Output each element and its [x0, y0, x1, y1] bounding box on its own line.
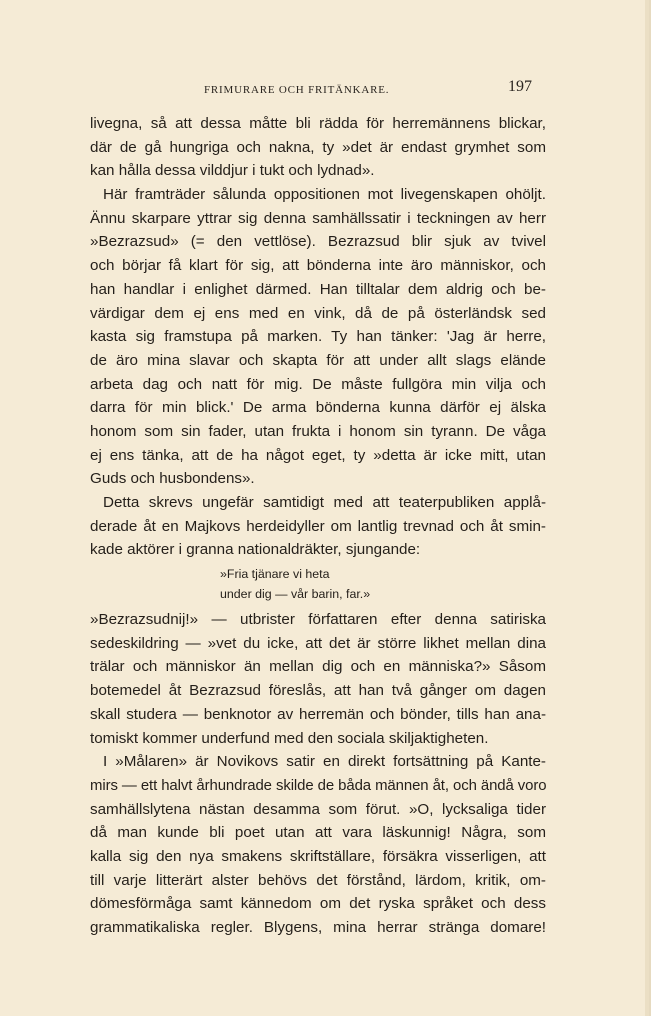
text-line: ej ens tänka, att de ha något eget, ty »detta är icke mitt, utan: [90, 446, 546, 464]
paragraph-block-after-verse: [90, 608, 546, 940]
text-line: då man kunde bli poet utan att vara läskunnig! Några, som: [90, 824, 546, 842]
text-line: Här framträder sålunda oppositionen mot livegenskapen ohöljt.: [103, 186, 546, 204]
text-line: grammatikaliska regler. Blygens, mina herrar stränga domare!: [90, 919, 546, 936]
verse-quote: [90, 564, 546, 604]
text-line: Ännu skarpare yttrar sig denna samhällssatir i teckningen av herr: [90, 209, 546, 227]
paragraph-block-before-verse: [90, 112, 546, 562]
text-line: »Bezrazsudnij!» — utbrister författaren efter denna satiriska: [90, 611, 546, 629]
text-line: de äro mina slavar och skapta för att under allt slags elände: [90, 351, 546, 369]
text-line: Guds och husbondens».: [90, 470, 255, 488]
text-line: kan hålla dessa vilddjur i tukt och lydnad».: [90, 162, 375, 180]
text-line: där de gå hungriga och nakna, ty »det är endast grymhet som: [90, 138, 546, 156]
text-line: arbeta dag och natt för mig. De måste fullgöra min vilja och: [90, 375, 546, 393]
text-line: I »Målaren» är Novikovs satir en direkt fortsättning på Kante-: [103, 753, 546, 771]
text-line: värdigar dem ej ens med en vink, då de på österländsk sed: [90, 304, 546, 322]
text-line: han handlar i enlighet därmed. Han tilltalar dem aldrig och be-: [90, 280, 546, 298]
page-number: 197: [508, 78, 532, 95]
text-line: livegna, så att dessa måtte bli rädda för herremännens blickar,: [90, 115, 546, 132]
text-line: »Bezrazsud» (= den vettlöse). Bezrazsud blir sjuk av tvivel: [90, 233, 546, 251]
text-line: dömesförmåga samt kännedom om det ryska språket och dess: [90, 895, 546, 913]
text-line: Detta skrevs ungefär samtidigt med att teaterpubliken applå-: [103, 494, 546, 511]
text-line: skall studera — benknotor av herremän och bönder, tills han ana-: [90, 705, 546, 723]
text-line: trälar och människor än mellan dig och en människa?» Såsom: [90, 658, 546, 676]
text-line: kalla sig den nya smakens skriftställare, försäkra visserligen, att: [90, 847, 546, 865]
text-line: botemedel åt Bezrazsud föreslås, att han två gånger om dagen: [90, 682, 546, 700]
text-line: sedeskildring — »vet du icke, att det är större likhet mellan dina: [90, 634, 546, 652]
text-line: samhällslytena nästan desamma som förut. »O, lycksaliga tider: [90, 800, 546, 818]
text-line: kade aktörer i granna nationaldräkter, sjungande:: [90, 541, 421, 559]
text-line: kasta sig framstupa på marken. Ty han tänker: 'Jag är herre,: [90, 328, 546, 346]
verse-line: »Fria tjänare vi heta: [220, 567, 330, 582]
text-line: till varje litterärt alster behövs det förstånd, lärdom, kritik, om-: [90, 871, 546, 889]
text-line: derade åt en Majkovs herdeidyller om lantlig trevnad och åt smin-: [90, 517, 546, 535]
text-line: honom som sin fader, utan frukta i honom sin tyrann. De våga: [90, 422, 546, 440]
text-line: darra för min blick.' De arma bönderna kunna därför ej älska: [90, 399, 546, 417]
text-line: tomiskt kommer underfund med den sociala skiljaktigheten.: [90, 729, 489, 747]
verse-line: under dig — vår barin, far.»: [220, 587, 371, 602]
page-edge: [645, 0, 649, 1016]
running-head: FRIMURARE OCH FRITÄNKARE.: [204, 84, 390, 96]
body-text: [90, 112, 546, 940]
text-line: och börjar få klart för sig, att bönderna inte äro människor, och: [90, 257, 546, 275]
text-line: mirs — ett halvt århundrade skilde de båda männen åt, och ändå voro: [90, 776, 547, 794]
